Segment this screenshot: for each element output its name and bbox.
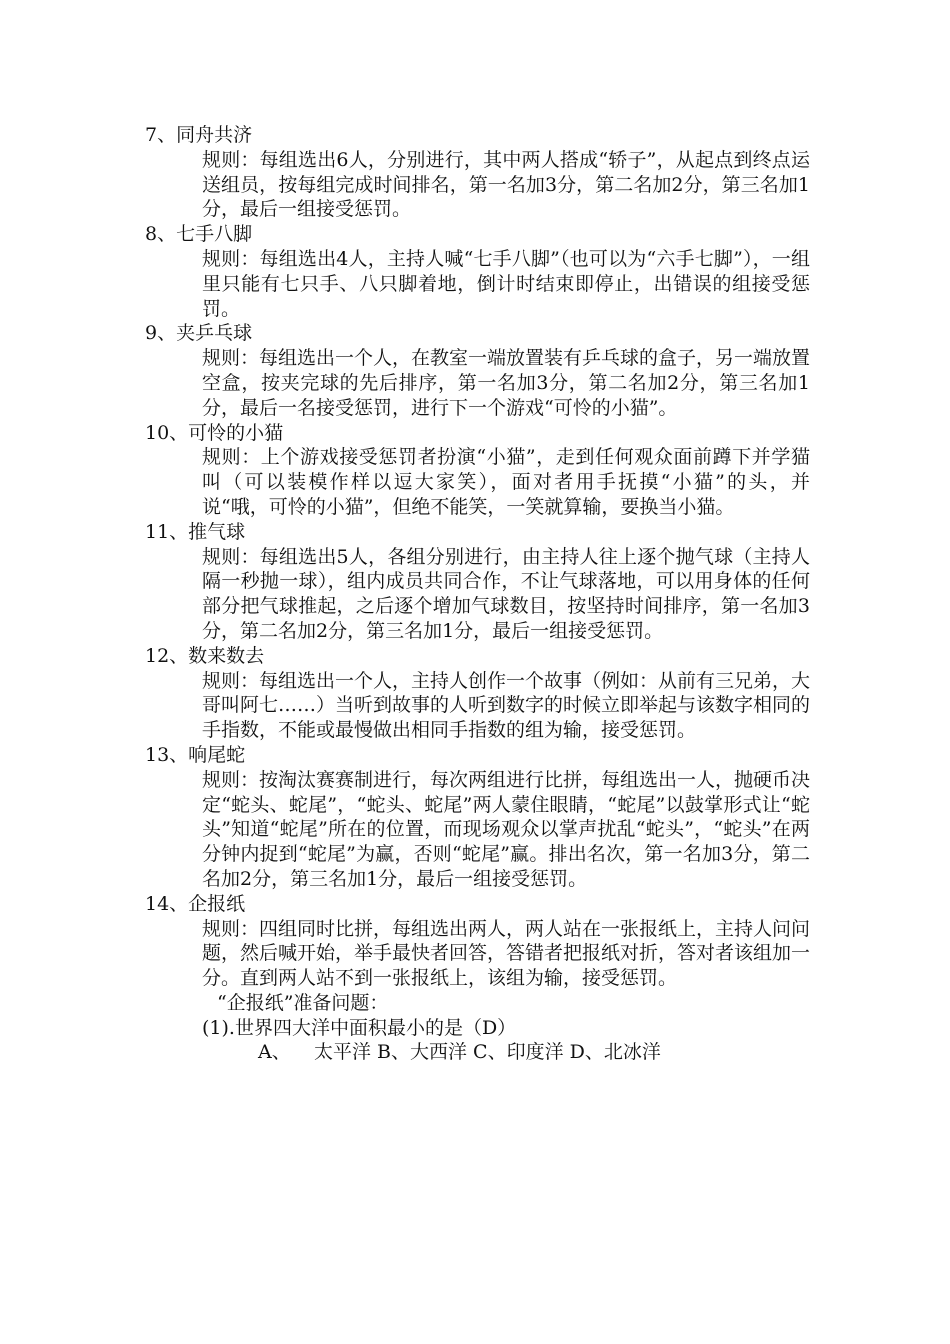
section-rule-8: 规则：每组选出4人，主持人喊“七手八脚”（也可以为“六手七脚”），一组里只能有七只手、八只脚着地，倒计时结束即停止，出错误的组接受惩罚。 — [202, 247, 810, 320]
section-heading-11: 11、推气球 — [145, 520, 246, 543]
question-1: (1).世界四大洋中面积最小的是（D） — [202, 1016, 517, 1039]
section-heading-10: 10、可怜的小猫 — [145, 421, 284, 444]
section-rule-12: 规则：每组选出一个人，主持人创作一个故事（例如：从前有三兄弟，大哥叫阿七……）当听到故事的人听到数字的时候立即举起与该数字相同的手指数，不能或最慢做出相同手指数的组为输，接受惩罚。 — [202, 669, 811, 742]
document-body — [145, 123, 810, 1065]
prep-questions-title: “企报纸”准备问题： — [217, 991, 389, 1014]
section-heading-14: 14、企报纸 — [145, 892, 246, 915]
option-a-label: A、 — [258, 1041, 291, 1064]
section-heading-8: 8、七手八脚 — [145, 223, 253, 246]
section-rule-14: 规则：四组同时比拼，每组选出两人，两人站在一张报纸上，主持人问问题，然后喊开始，举手最快者回答，答错者把报纸对折，答对者该组加一分。直到两人站不到一张报纸上，该组为输，接受惩罚。 — [202, 917, 811, 990]
options-text: 太平洋 B、大西洋 C、印度洋 D、北冰洋 — [314, 1041, 661, 1064]
section-heading-13: 13、响尾蛇 — [145, 743, 246, 766]
section-heading-9: 9、夹乒乓球 — [145, 322, 253, 345]
section-rule-9: 规则：每组选出一个人，在教室一端放置装有乒乓球的盒子，另一端放置空盒，按夹完球的先后排序，第一名加3分，第二名加2分，第三名加1分，最后一名接受惩罚，进行下一个游戏“可怜的小猫”。 — [202, 347, 811, 419]
section-heading-12: 12、数来数去 — [145, 644, 265, 667]
section-rule-10: 规则：上个游戏接受惩罚者扮演“小猫”，走到任何观众面前蹲下并学猫叫（可以装模作样以逗大家笑），面对者用手抚摸“小猫”的头，并说“哦，可怜的小猫”，但绝不能笑，一笑就算输，要换当小猫。 — [202, 446, 810, 518]
section-rule-7: 规则：每组选出6人，分别进行，其中两人搭成“轿子”，从起点到终点运送组员，按每组完成时间排名，第一名加3分，第二名加2分，第三名加1分，最后一组接受惩罚。 — [202, 148, 810, 221]
section-rule-13: 规则：按淘汰赛赛制进行，每次两组进行比拼，每组选出一人，抛硬币决定“蛇头、蛇尾”，“蛇头、蛇尾”两人蒙住眼睛，“蛇尾”以鼓掌形式让“蛇头”知道“蛇尾”所在的位置，而现场观众以掌声扰乱“蛇头”，“蛇头”在两分钟内捉到“蛇尾”为赢，否则“蛇尾”赢。排出名次，第一名加3分，第二名加2分，第三名加1分，最后一组接受惩罚。 — [202, 768, 811, 890]
section-rule-11: 规则：每组选出5人，各组分别进行，由主持人往上逐个抛气球（主持人隔一秒抛一球），组内成员共同合作，不让气球落地，可以用身体的任何部分把气球推起，之后逐个增加气球数目，按坚持时间排序，第一名加3分，第二名加2分，第三名加1分，最后一组接受惩罚。 — [202, 545, 810, 642]
question-1-options — [258, 1040, 810, 1065]
section-heading-7: 7、同舟共济 — [145, 124, 253, 146]
